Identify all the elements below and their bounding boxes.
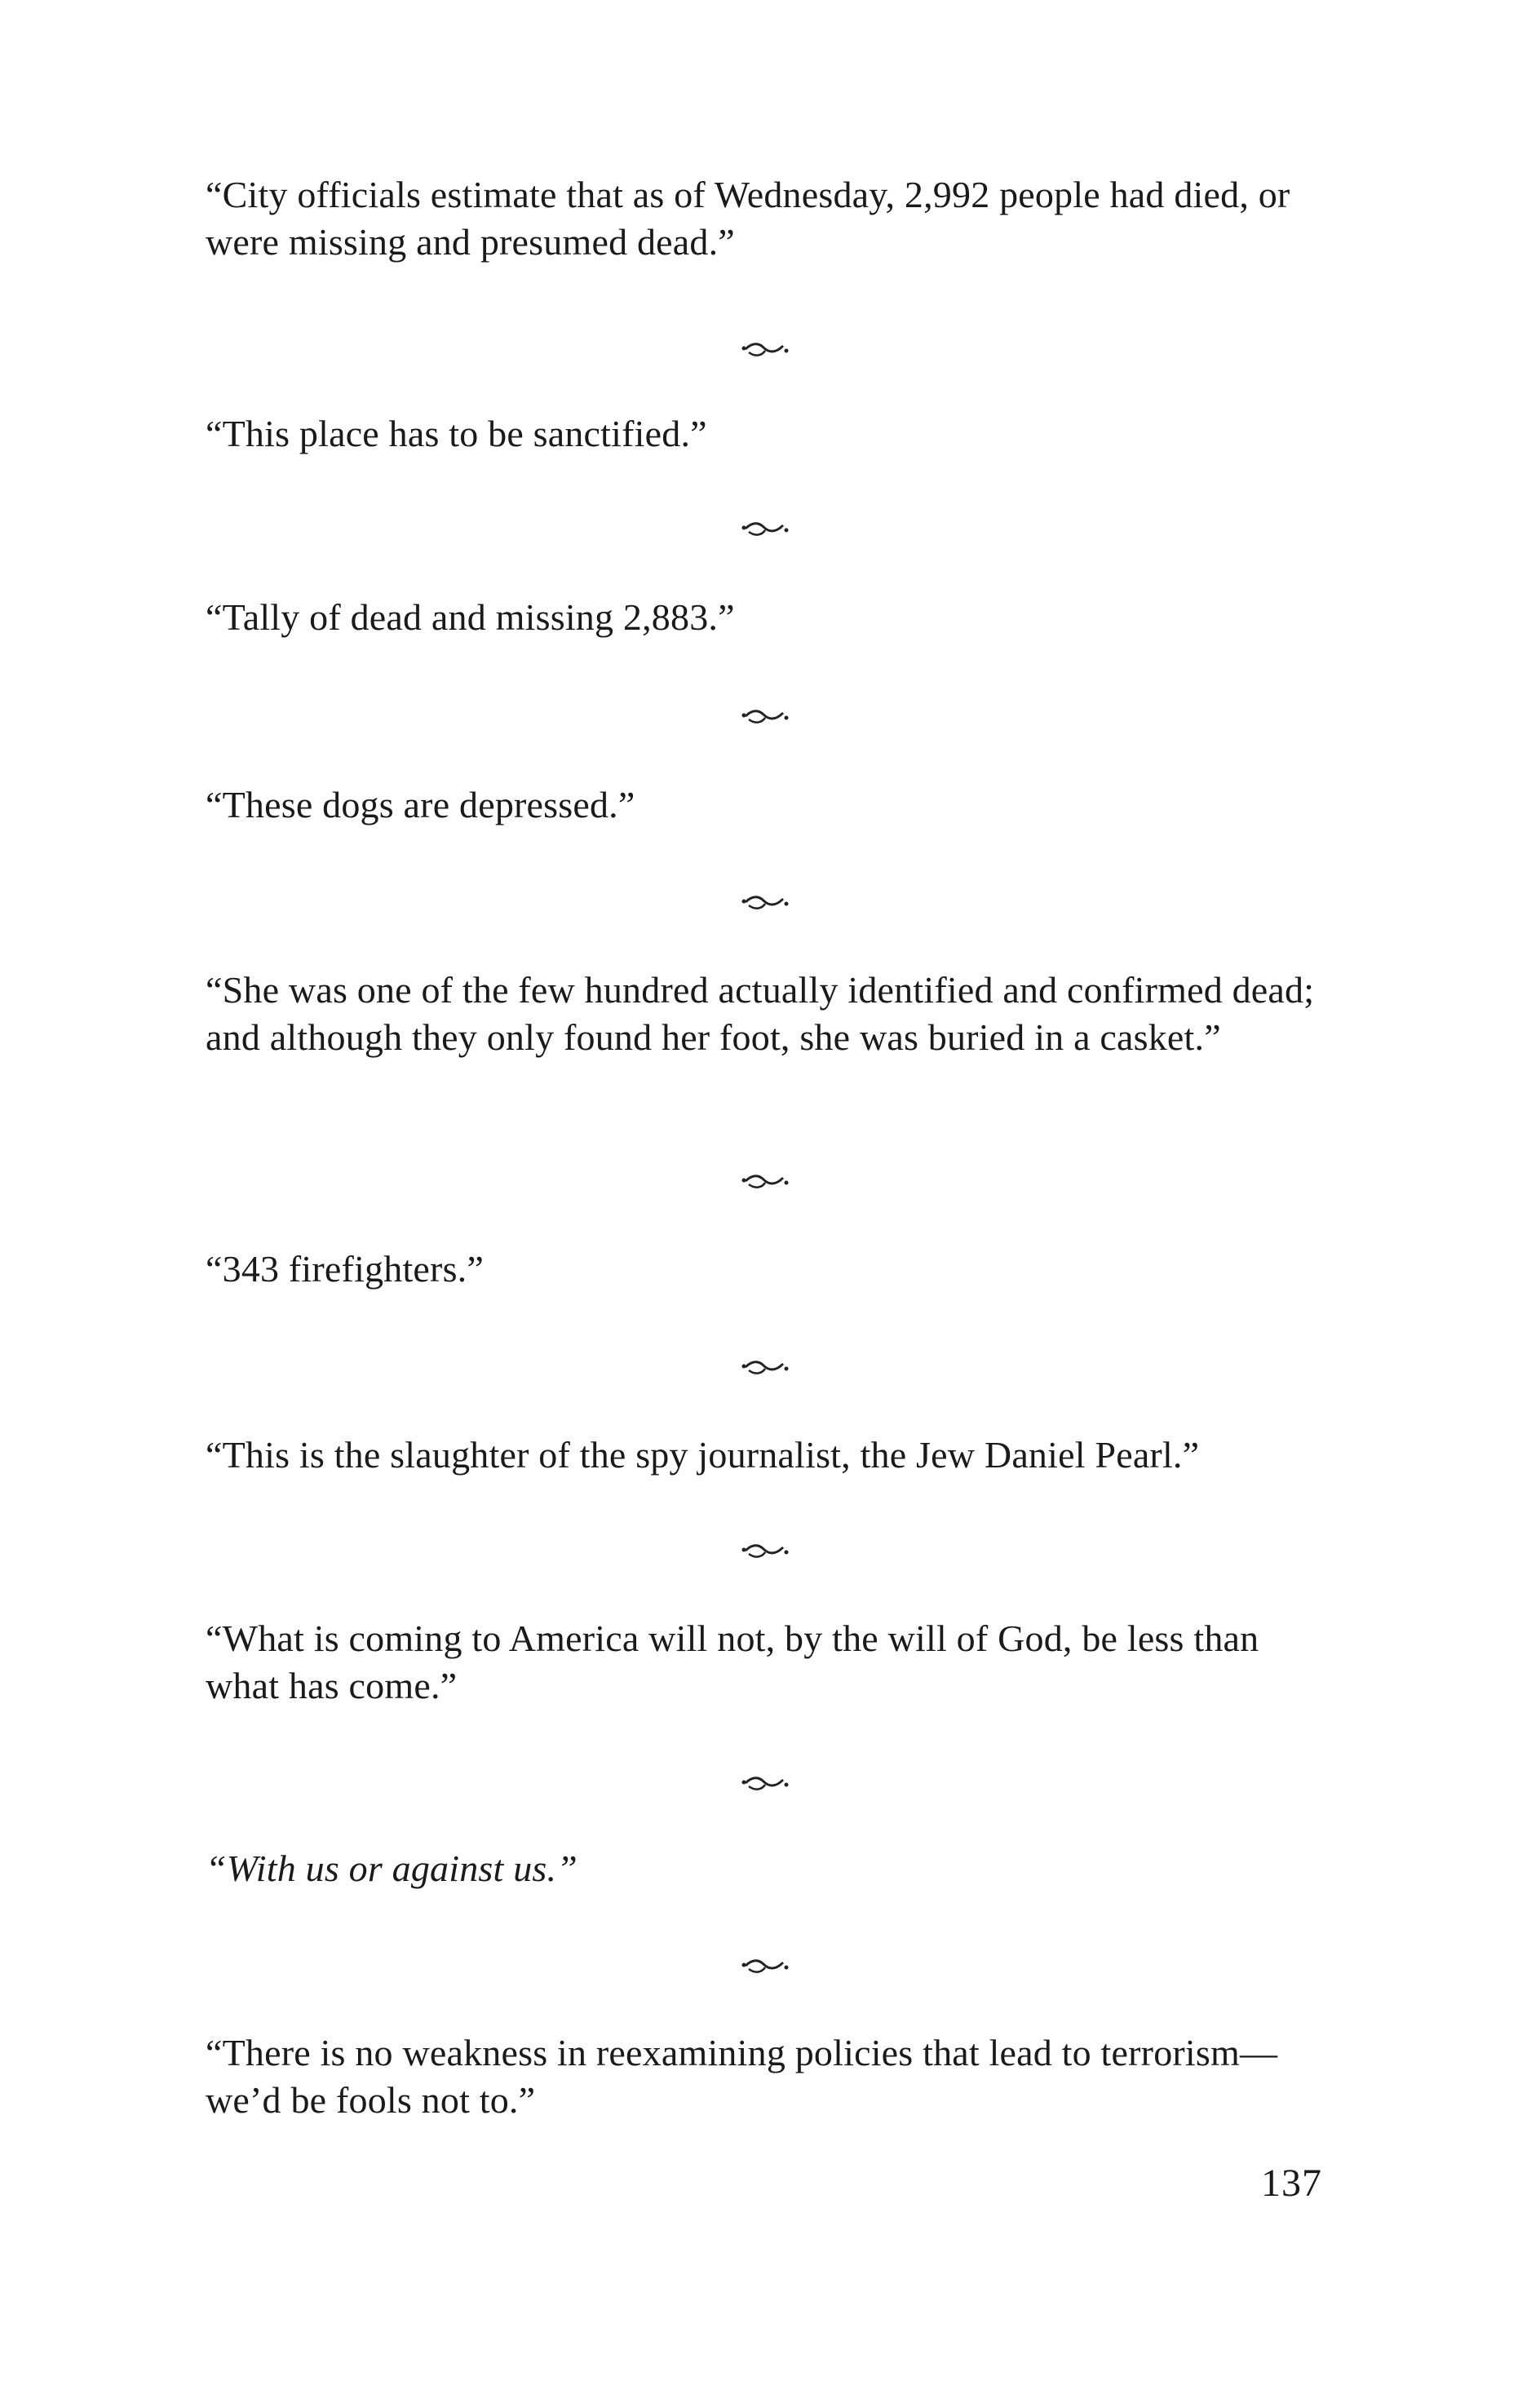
fleuron-ornament-icon: [741, 703, 790, 728]
quote-terrorism: “There is no weakness in reexamining policies that lead to terrorism—we’d be fools not to.”: [206, 2032, 1278, 2121]
fleuron-ornament-icon: [741, 1538, 790, 1562]
quote-with-us: “With us or against us.”: [206, 1847, 578, 1889]
quote-city-officials: “City officials estimate that as of Wednesday, 2,992 people had died, or were missing and presumed dead.”: [206, 174, 1290, 263]
page-number: 137: [1261, 2162, 1322, 2205]
fleuron-ornament-icon: [741, 1168, 790, 1193]
quote-america: “What is coming to America will not, by the will of God, be less than what has come.”: [206, 1617, 1259, 1706]
fleuron-ornament-icon: [741, 1953, 790, 1977]
quote-dogs: “These dogs are depressed.”: [206, 784, 635, 825]
fleuron-ornament-icon: [741, 889, 790, 914]
fleuron-ornament-icon: [741, 336, 790, 361]
quote-sanctified: “This place has to be sanctified.”: [206, 413, 707, 454]
quote-daniel-pearl: “This is the slaughter of the spy journalist, the Jew Daniel Pearl.”: [206, 1434, 1200, 1476]
fleuron-ornament-icon: [741, 1770, 790, 1794]
fleuron-ornament-icon: [741, 516, 790, 540]
quote-tally: “Tally of dead and missing 2,883.”: [206, 596, 735, 638]
quote-identified: “She was one of the few hundred actually identified and confirmed dead; and although they only found her foot, she was buried in a casket.”: [206, 969, 1315, 1058]
quote-firefighters: “343 firefighters.”: [206, 1248, 484, 1290]
fleuron-ornament-icon: [741, 1354, 790, 1378]
